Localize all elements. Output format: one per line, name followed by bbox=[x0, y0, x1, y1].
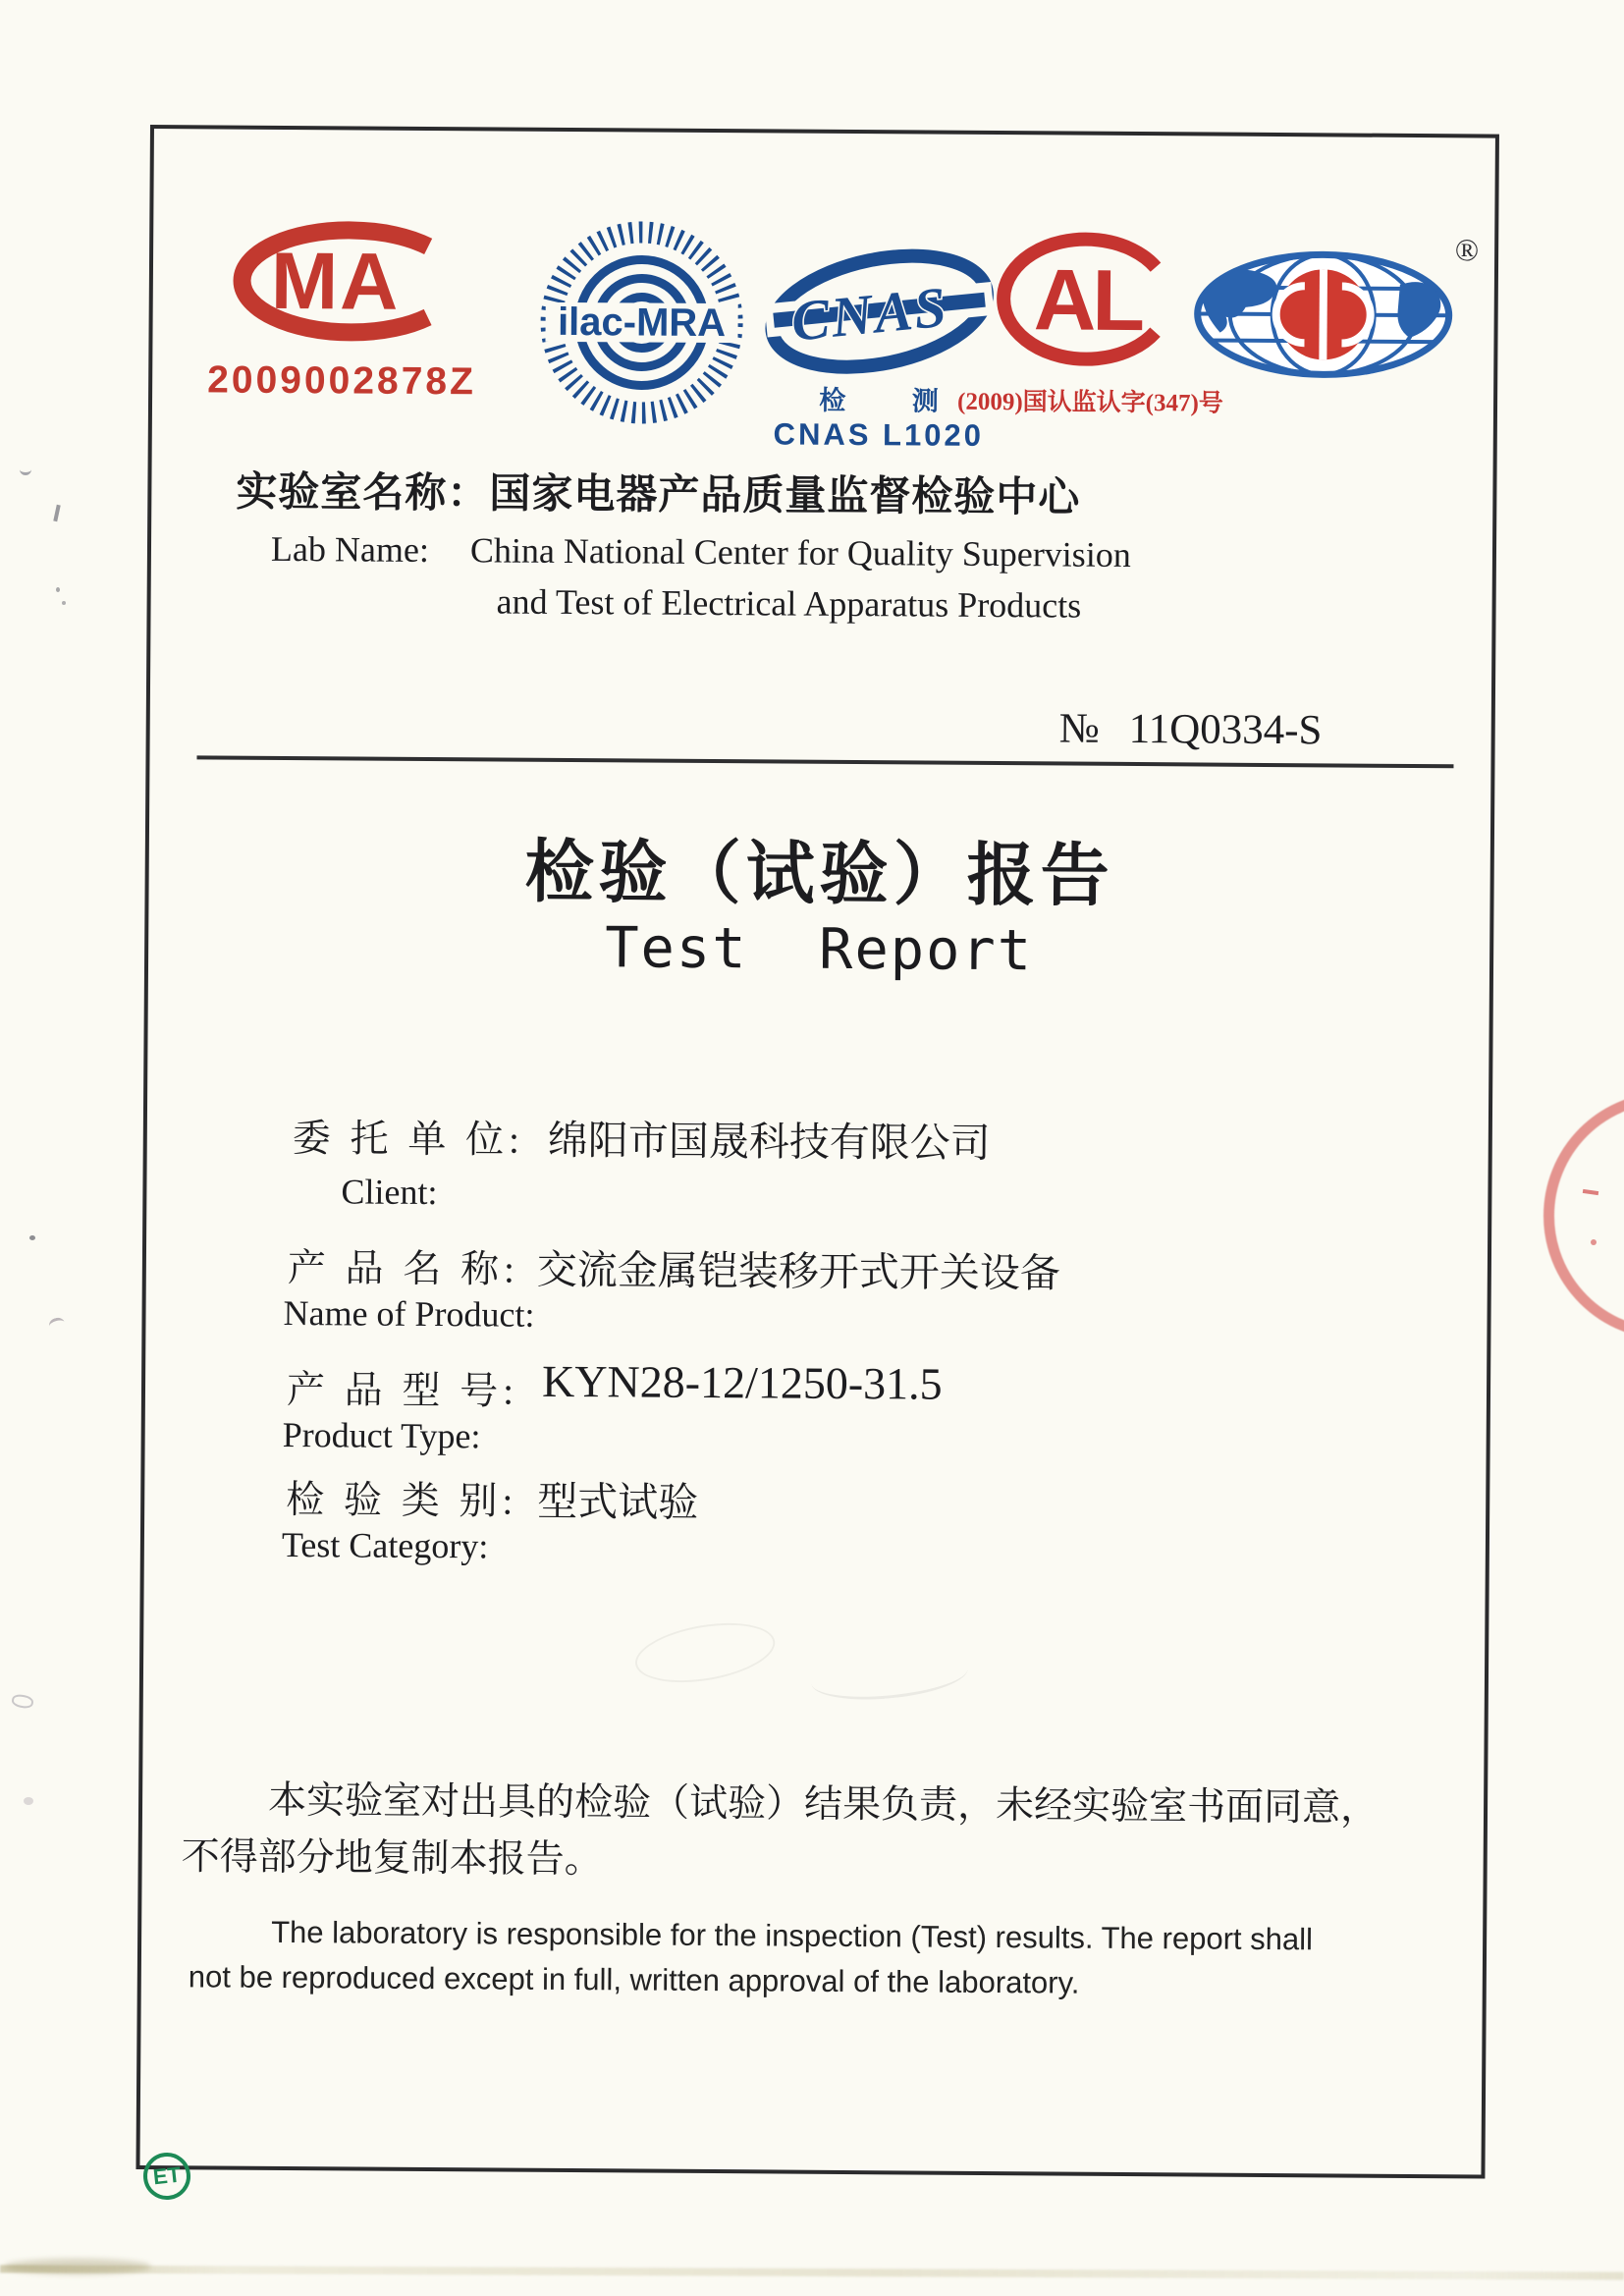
scan-artifact bbox=[62, 601, 66, 605]
lab-name-english-label: Lab Name: bbox=[270, 528, 430, 570]
red-stamp-partial-arc bbox=[1543, 1092, 1624, 1339]
field-label-test-category-en: Test Category: bbox=[281, 1524, 489, 1566]
field-label-test-category-cn: 检 验 类 别: bbox=[286, 1478, 518, 1523]
al-accreditation-mark bbox=[956, 229, 1223, 419]
scan-smudge bbox=[630, 1613, 779, 1691]
al-logo-icon bbox=[990, 229, 1177, 369]
field-value-product-name: 交流金属铠装移开式开关设备 bbox=[536, 1246, 1061, 1296]
scan-artifact bbox=[53, 505, 60, 521]
field-value-test-category: 型式试验 bbox=[537, 1478, 699, 1525]
report-border-frame bbox=[135, 125, 1499, 2179]
field-value-product-type: KYN28-12/1250-31.5 bbox=[541, 1355, 943, 1409]
statement-english-line1: The laboratory is responsible for the inspection (Test) results. The report shall bbox=[271, 1914, 1314, 1957]
field-label-product-name-en: Name of Product: bbox=[283, 1292, 535, 1335]
cma-logo-icon bbox=[207, 217, 465, 345]
cnas-caption-chinese: 检 测 bbox=[819, 385, 968, 416]
scan-artifact bbox=[48, 1316, 67, 1333]
lab-name-english-line1 bbox=[271, 528, 1131, 575]
header-rule-line bbox=[196, 755, 1453, 768]
ilac-mra-logo-icon bbox=[537, 218, 746, 427]
registered-trademark-symbol: ® bbox=[1454, 232, 1480, 268]
scan-artifact bbox=[29, 1235, 35, 1240]
field-label-product-name-cn: 产 品 名 称: bbox=[287, 1247, 520, 1291]
lab-name-chinese: 实验室名称：国家电器产品质量监督检验中心 bbox=[236, 469, 1081, 521]
field-label-client-cn: 委 托 单 位: bbox=[292, 1118, 525, 1162]
ilac-mra-label: ilac-MRA bbox=[557, 300, 727, 346]
globe-certification-mark bbox=[1189, 230, 1481, 381]
scan-artifact bbox=[56, 587, 60, 592]
cnas-letters: CNAS bbox=[788, 274, 951, 354]
field-value-client: 绵阳市国晟科技有限公司 bbox=[547, 1117, 991, 1166]
red-stamp-speck bbox=[1591, 1239, 1597, 1245]
cnas-lab-code: CNAS L1020 bbox=[773, 416, 985, 453]
report-title-english: Test Report bbox=[605, 915, 1034, 984]
statement-chinese-line2: 不得部分地复制本报告。 bbox=[181, 1835, 603, 1882]
et-mark-letters: ET bbox=[151, 2161, 183, 2190]
ilac-mra-certification-mark bbox=[537, 218, 746, 427]
report-number-value: 11Q0334-S bbox=[1128, 705, 1323, 754]
scan-smudge bbox=[809, 1647, 970, 1706]
cma-letters: MA bbox=[270, 236, 401, 327]
cma-certificate-number: 2009002878Z bbox=[207, 358, 477, 404]
cma-certification-mark bbox=[207, 217, 483, 404]
al-certificate-caption: (2009)国认监认字(347)号 bbox=[956, 388, 1223, 417]
field-label-product-type-cn: 产 品 型 号: bbox=[286, 1369, 519, 1413]
numero-sign: № bbox=[1058, 705, 1100, 752]
statement-chinese-line1: 本实验室对出具的检验（试验）结果负责，未经实验室书面同意， bbox=[267, 1778, 1380, 1830]
field-label-client-en: Client: bbox=[341, 1172, 438, 1213]
lab-name-english-line2: and Test of Electrical Apparatus Products bbox=[496, 581, 1082, 626]
al-letters: AL bbox=[1033, 250, 1142, 350]
scan-artifact bbox=[11, 1693, 34, 1710]
statement-english-line2: not be reproduced except in full, written approval of the laboratory. bbox=[188, 1959, 1080, 2000]
report-title-chinese: 检验（试验）报告 bbox=[524, 833, 1114, 914]
globe-logo-icon bbox=[1189, 247, 1457, 381]
scan-edge-streak bbox=[0, 2265, 1624, 2279]
scan-artifact bbox=[20, 464, 31, 475]
report-number bbox=[1059, 704, 1323, 754]
lab-name-english-text: China National Center for Quality Supervision bbox=[469, 530, 1131, 574]
scan-artifact bbox=[24, 1797, 33, 1805]
field-label-product-type-en: Product Type: bbox=[282, 1414, 481, 1456]
